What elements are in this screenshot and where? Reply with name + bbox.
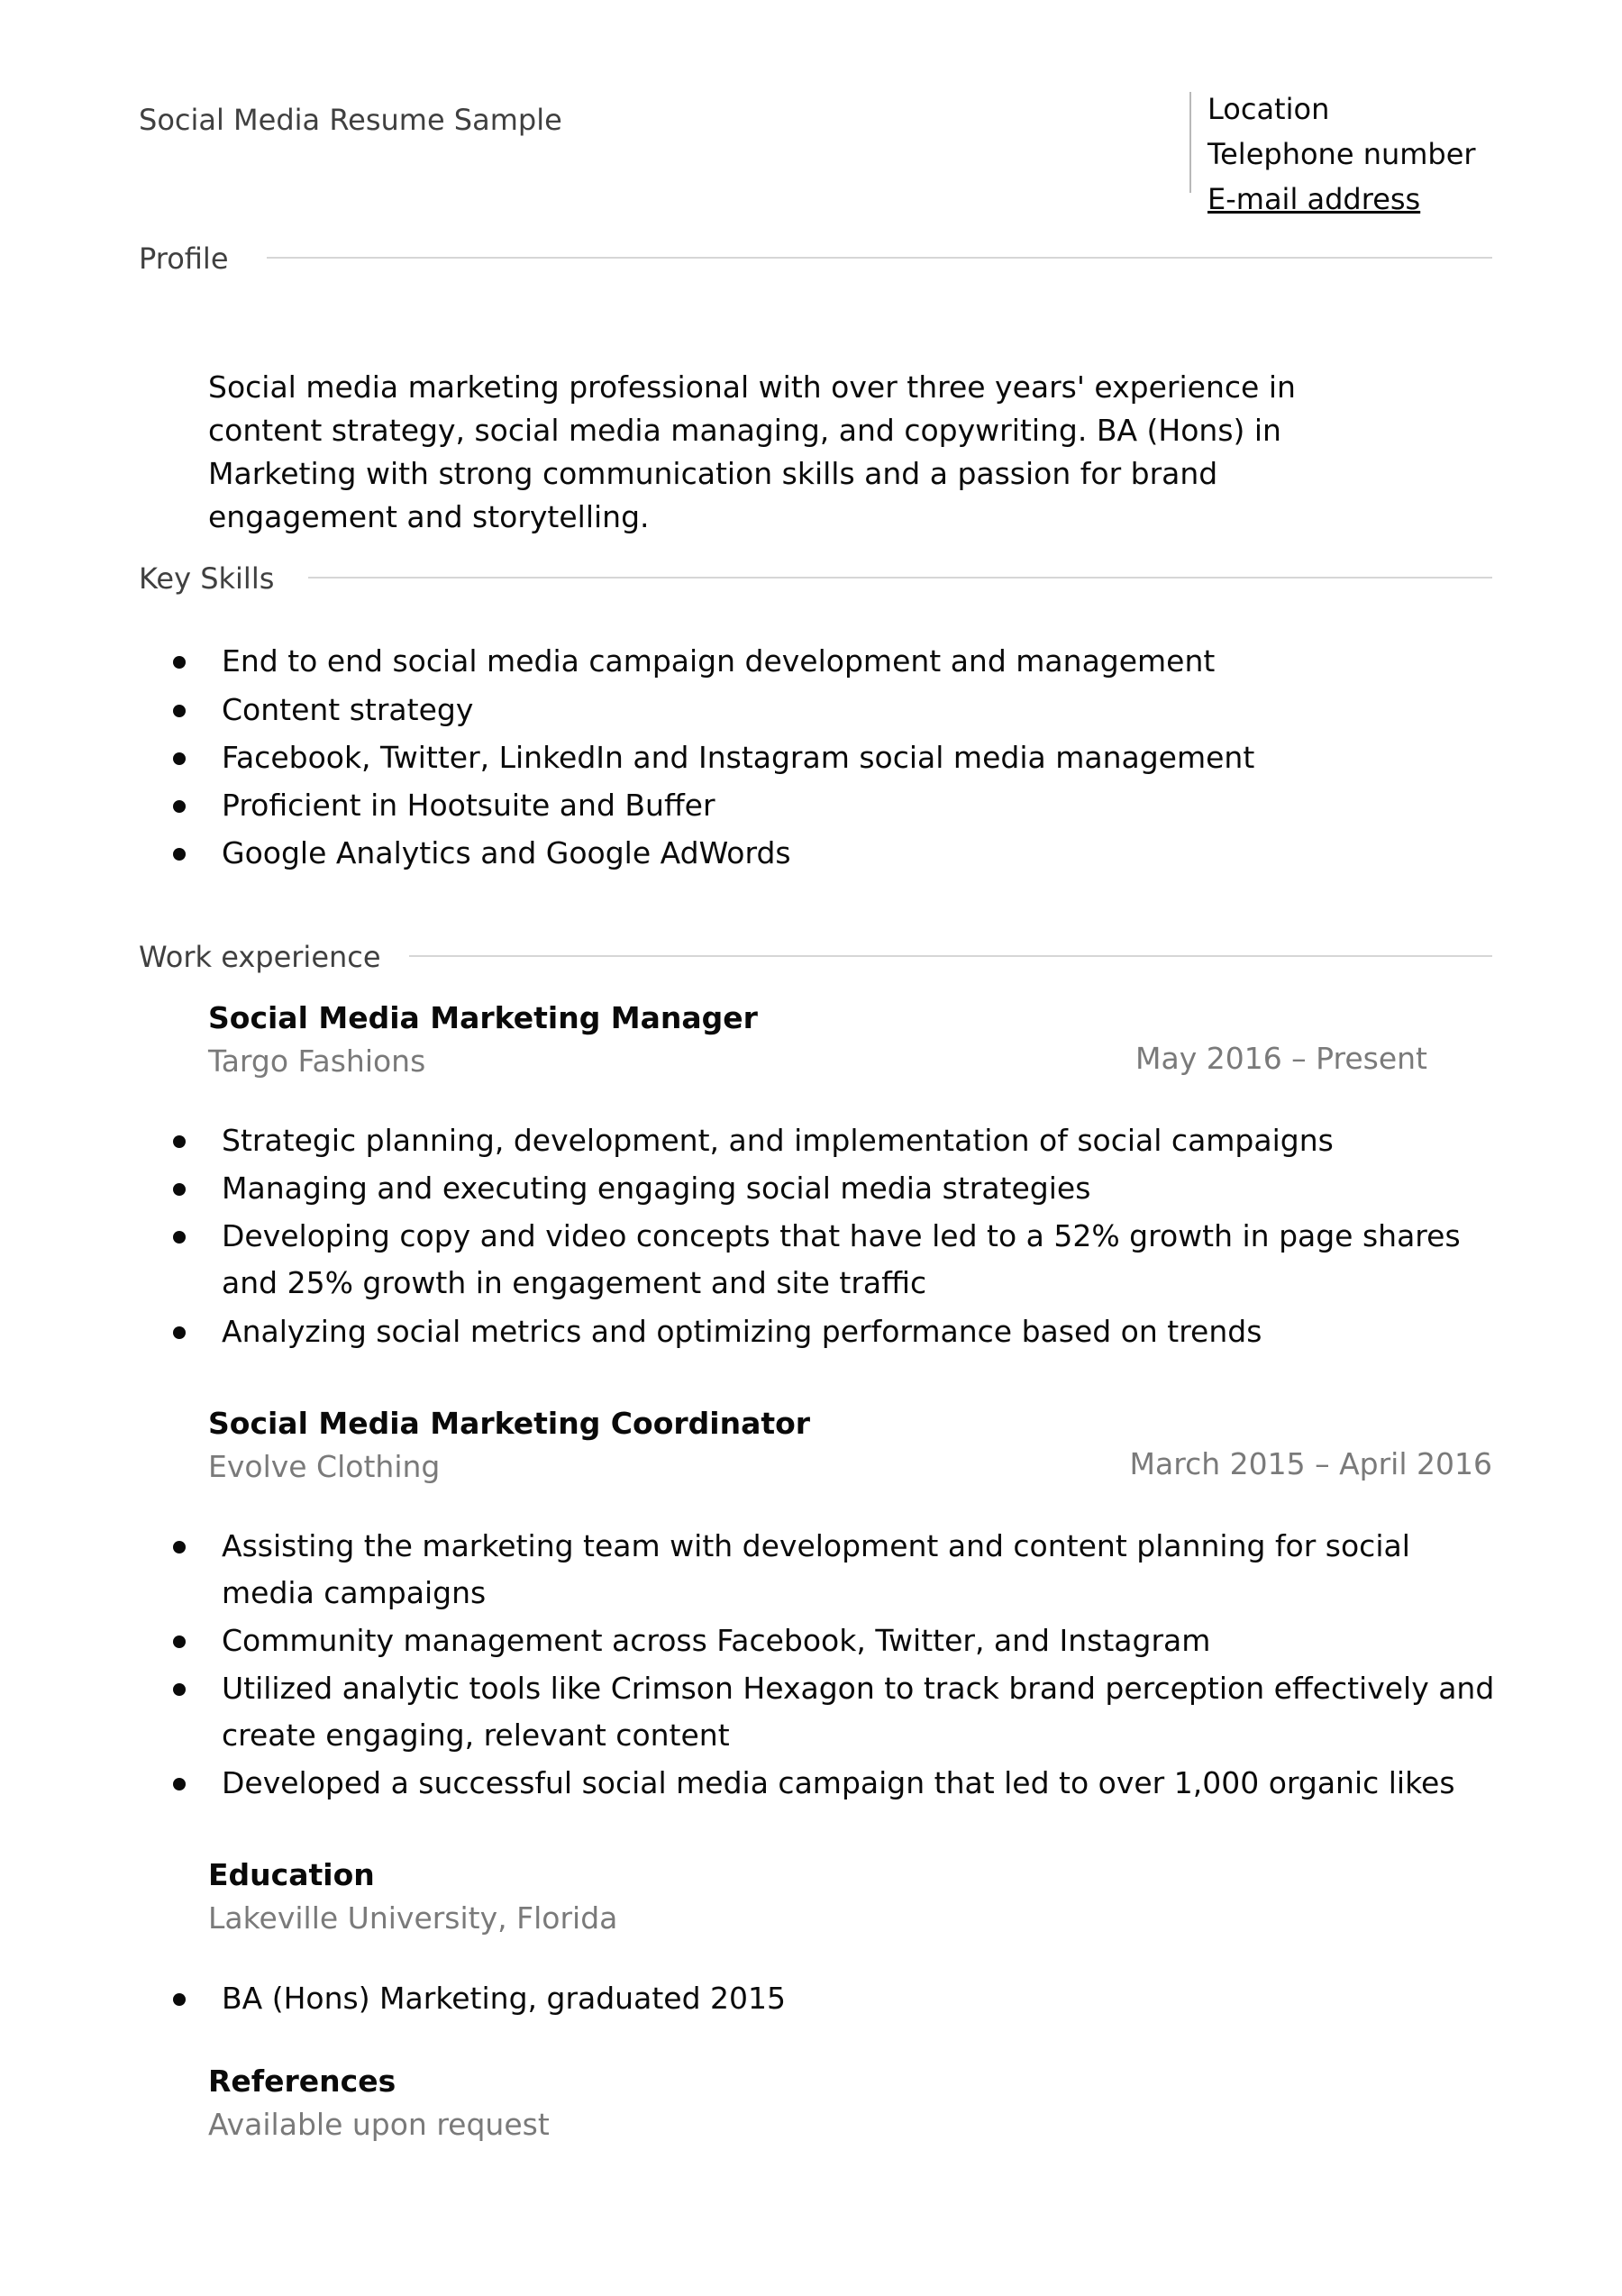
job-bullet: Managing and executing engaging social media strategies — [222, 1165, 1090, 1212]
section-label-work-experience: Work experience — [139, 940, 381, 974]
education-item: BA (Hons) Marketing, graduated 2015 — [222, 1975, 786, 2022]
contact-location: Location — [1207, 92, 1330, 126]
document-title: Social Media Resume Sample — [139, 103, 562, 137]
skill-item: Content strategy — [222, 687, 473, 733]
references-text: Available upon request — [208, 2107, 550, 2142]
skill-item: Facebook, Twitter, LinkedIn and Instagram social media management — [222, 734, 1254, 781]
job-company: Targo Fashions — [208, 1043, 426, 1079]
job-bullet: Developing copy and video concepts that have led to a 52% growth in page shares and 25% growth in engagement and site traffic — [222, 1213, 1501, 1307]
section-divider — [409, 955, 1492, 957]
section-label-profile: Profile — [139, 241, 229, 276]
section-label-key-skills: Key Skills — [139, 561, 275, 596]
profile-summary: Social media marketing professional with over three years' experience in content strategy, social media managing, and copywriting. BA (Hons) in Marketing with strong communication skills and a passion for brand engagement and storytelling. — [208, 369, 1296, 534]
skill-item: Google Analytics and Google AdWords — [222, 830, 791, 877]
job-title: Social Media Marketing Manager — [208, 1000, 758, 1035]
job-dates: March 2015 – April 2016 — [1129, 1446, 1492, 1481]
skill-item: End to end social media campaign development and management — [222, 638, 1215, 685]
job-title: Social Media Marketing Coordinator — [208, 1406, 811, 1441]
references-heading: References — [208, 2064, 396, 2099]
job-company: Evolve Clothing — [208, 1449, 441, 1484]
education-school: Lakeville University, Florida — [208, 1900, 618, 1936]
contact-telephone: Telephone number — [1207, 137, 1476, 171]
section-divider — [267, 257, 1492, 259]
contact-block — [1189, 92, 1476, 216]
job-dates: May 2016 – Present — [1135, 1041, 1427, 1076]
job-bullet: Strategic planning, development, and implementation of social campaigns — [222, 1117, 1334, 1164]
job-bullet: Analyzing social metrics and optimizing performance based on trends — [222, 1308, 1262, 1355]
section-divider — [308, 577, 1492, 579]
job-bullet: Community management across Facebook, Twitter, and Instagram — [222, 1617, 1210, 1664]
contact-email-link[interactable]: E-mail address — [1207, 182, 1421, 216]
skill-item: Proficient in Hootsuite and Buffer — [222, 782, 715, 829]
education-heading: Education — [208, 1857, 375, 1892]
job-bullet: Utilized analytic tools like Crimson Hexagon to track brand perception effectively and create engaging, relevant content — [222, 1665, 1501, 1759]
job-bullet: Developed a successful social media campaign that led to over 1,000 organic likes — [222, 1760, 1455, 1807]
job-bullet: Assisting the marketing team with development and content planning for social media campaigns — [222, 1523, 1501, 1617]
